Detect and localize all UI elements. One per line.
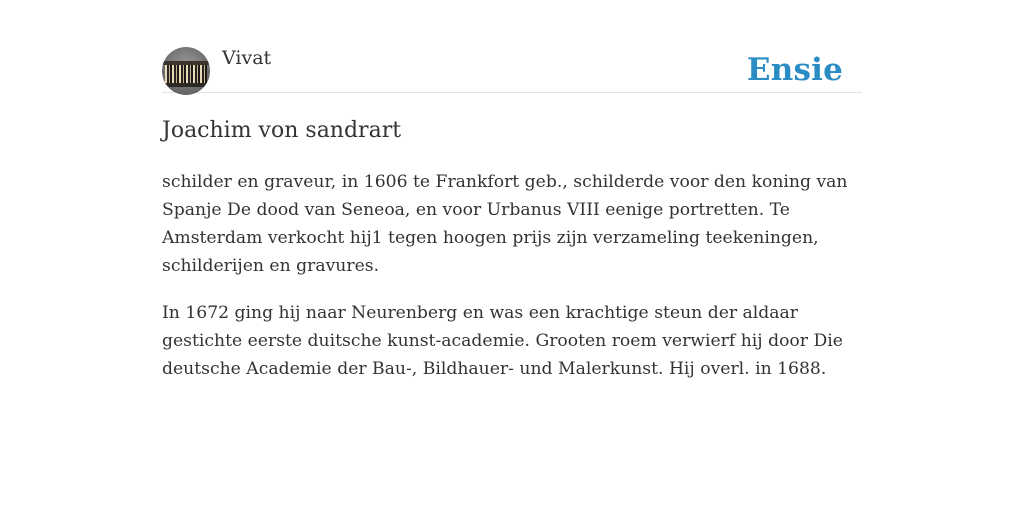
article-paragraph: In 1672 ging hij naar Neurenberg en was een krachtige steun der aldaar gestichte eerste duitsche kunst-academie. Grooten roem verwierf hij door Die deutsche Academie der Bau-, Bildhauer- und Malerkunst. Hij overl. in 1688. [162, 303, 843, 379]
books [165, 65, 207, 83]
shelf-bottom [162, 83, 210, 87]
site-name-link[interactable]: Vivat [222, 47, 272, 69]
article-paragraph: schilder en graveur, in 1606 te Frankfort geb., schilderde voor den koning van Spanje De dood van Seneoa, en voor Urbanus VIII eenige portretten. Te Amsterdam verkocht hij1 tegen hoogen prijs zijn verzameling teekeningen, schilderijen en gravures. [162, 172, 848, 276]
brand-logo[interactable]: Ensie [746, 52, 843, 88]
article-body [162, 168, 862, 402]
page-title: Joachim von sandrart [162, 118, 402, 143]
page-container [162, 0, 862, 379]
header [162, 0, 862, 93]
bookshelf-avatar-icon[interactable] [162, 47, 210, 95]
